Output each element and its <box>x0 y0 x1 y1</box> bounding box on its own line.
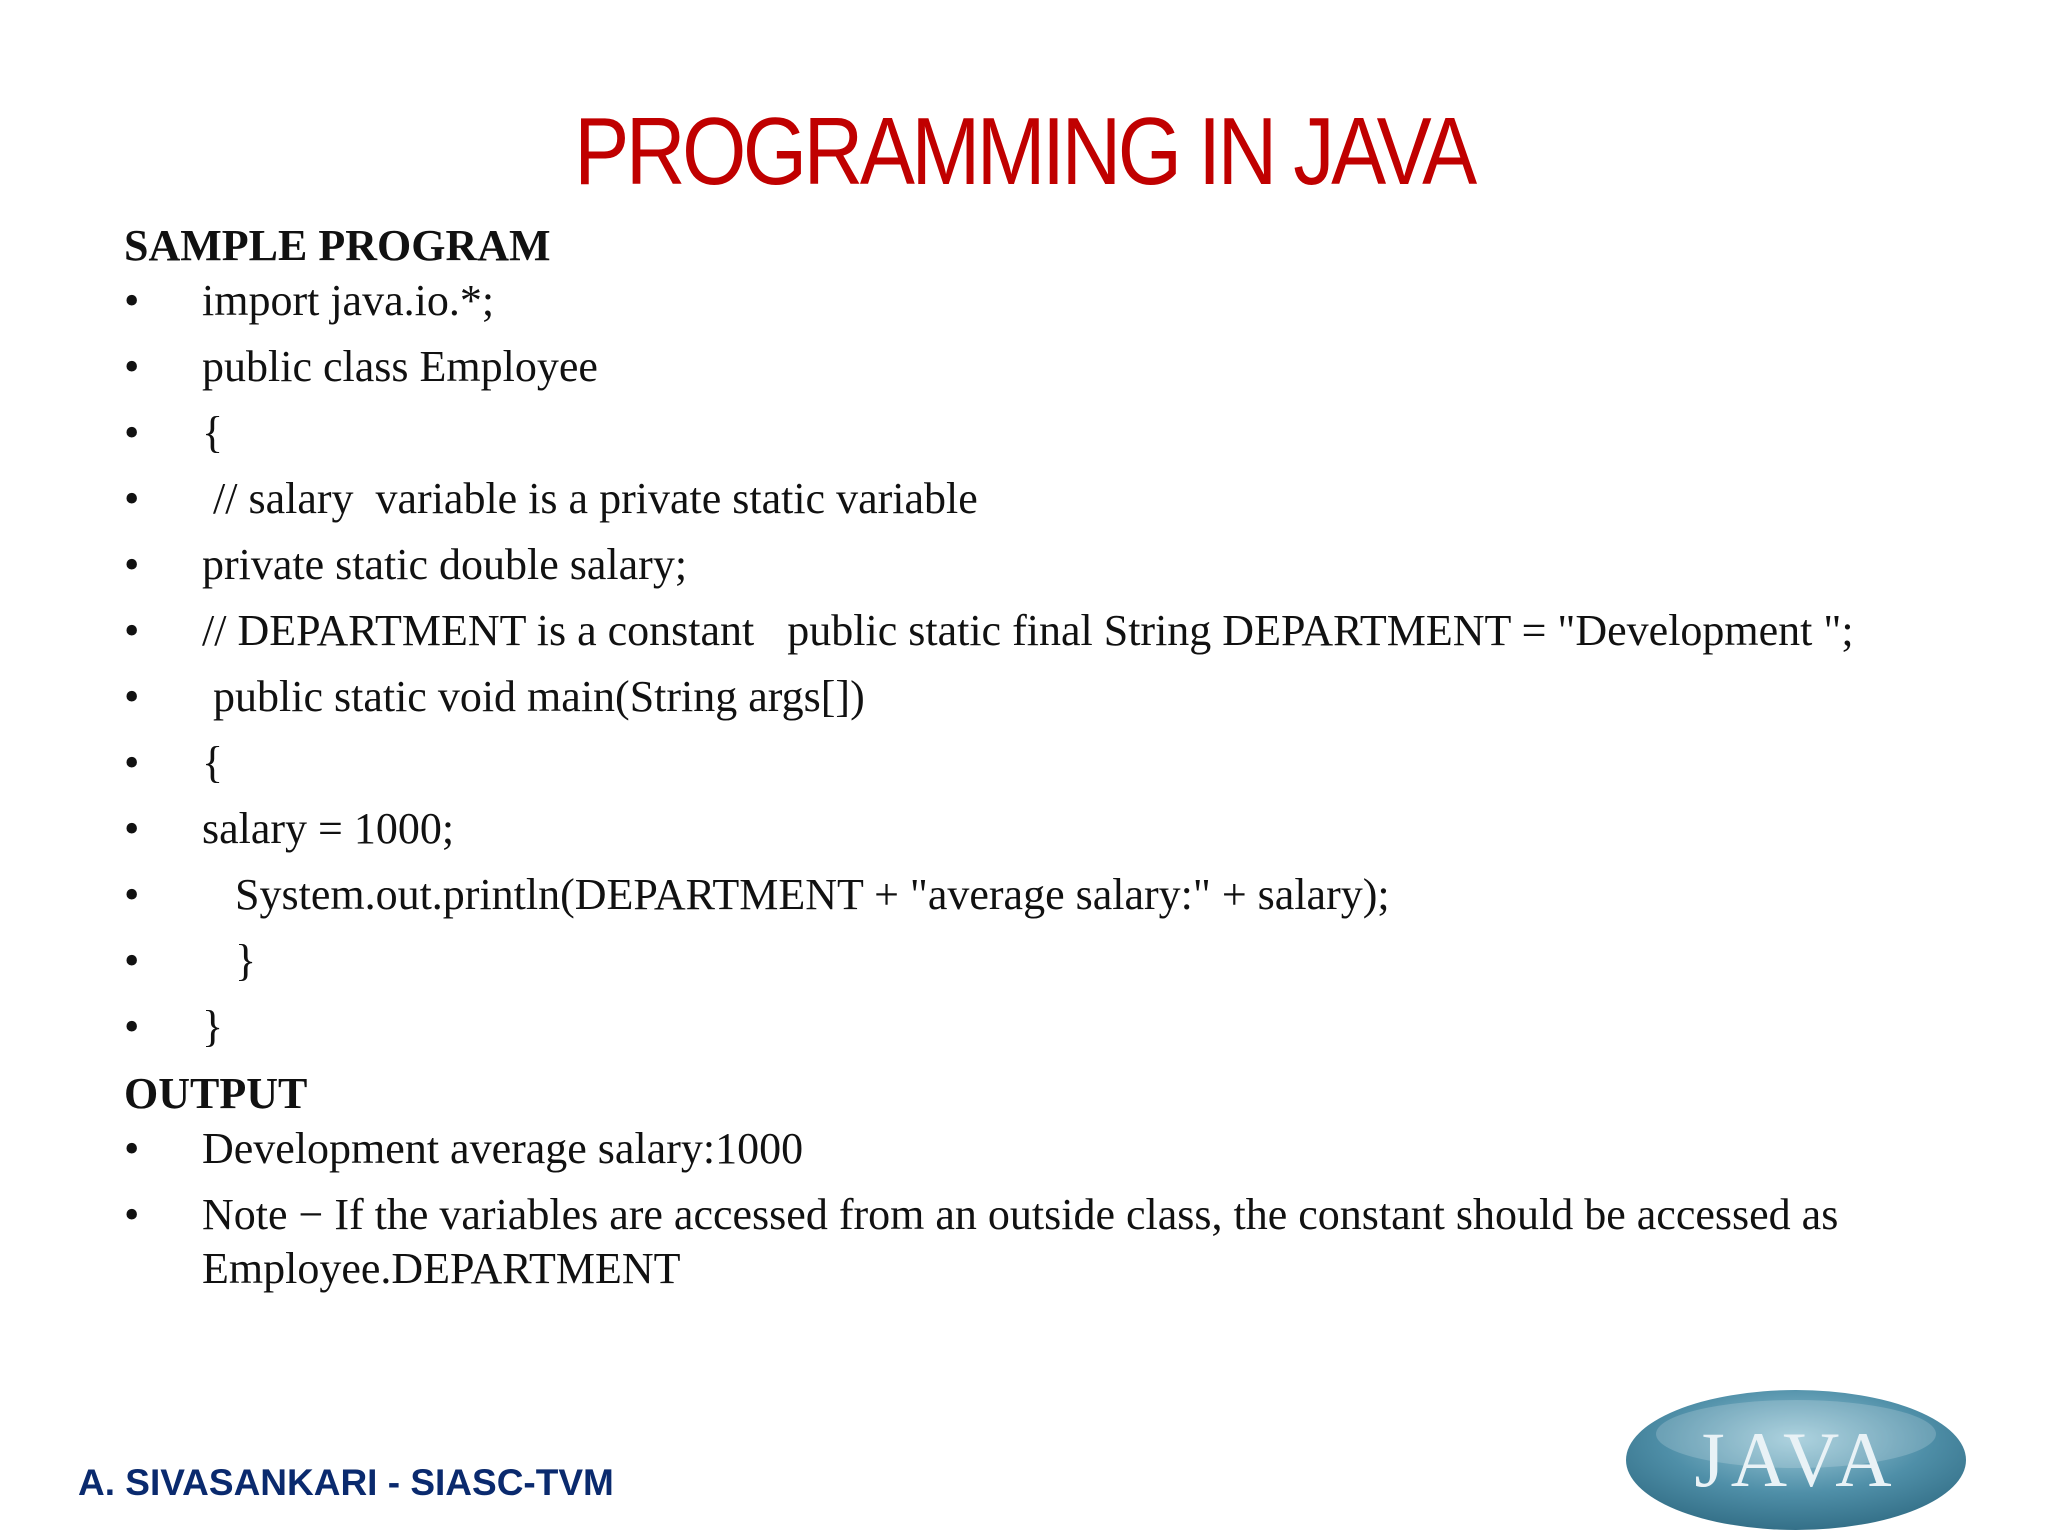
list-item <box>124 538 1964 592</box>
author-footer: A. SIVASANKARI - SIASC-TVM <box>78 1462 614 1503</box>
code-line: } <box>202 1002 224 1051</box>
bullet-icon: • <box>124 936 140 985</box>
list-item <box>124 604 1964 658</box>
list-item <box>124 1122 1964 1176</box>
code-line: { <box>202 408 224 457</box>
list-item <box>124 340 1964 394</box>
program-code-list <box>124 274 1964 1054</box>
bullet-icon: • <box>124 672 140 721</box>
bullet-icon: • <box>124 474 140 523</box>
list-item <box>124 274 1964 328</box>
java-logo-icon <box>1622 1384 1970 1536</box>
list-item <box>124 406 1964 460</box>
list-item <box>124 736 1964 790</box>
code-line: System.out.println(DEPARTMENT + "average salary:" + salary); <box>202 870 1390 919</box>
bullet-icon: • <box>124 1190 140 1239</box>
bullet-icon: • <box>124 738 140 787</box>
bullet-icon: • <box>124 342 140 391</box>
output-heading: OUTPUT <box>124 1069 308 1118</box>
output-list <box>124 1122 1964 1296</box>
code-line: public static void main(String args[]) <box>202 672 865 721</box>
code-line: // DEPARTMENT is a constant public static final String DEPARTMENT = "Development "; <box>202 606 1854 655</box>
list-item <box>124 1188 1964 1296</box>
sample-program-heading: SAMPLE PROGRAM <box>124 221 551 270</box>
list-item <box>124 1000 1964 1054</box>
list-item <box>124 670 1964 724</box>
code-line: import java.io.*; <box>202 276 495 325</box>
output-note: Note − If the variables are accessed from an outside class, the constant should be accessed as Employee.DEPARTMENT <box>202 1190 1850 1293</box>
code-line: { <box>202 738 224 787</box>
list-item <box>124 868 1964 922</box>
code-line: } <box>202 936 257 985</box>
bullet-icon: • <box>124 276 140 325</box>
code-line: private static double salary; <box>202 540 688 589</box>
bullet-icon: • <box>124 804 140 853</box>
list-item <box>124 934 1964 988</box>
bullet-icon: • <box>124 1002 140 1051</box>
bullet-icon: • <box>124 606 140 655</box>
slide-content <box>124 218 1964 1308</box>
bullet-icon: • <box>124 540 140 589</box>
logo-text: JAVA <box>1694 1416 1898 1503</box>
bullet-icon: • <box>124 870 140 919</box>
slide-title: PROGRAMMING IN JAVA <box>574 98 1474 205</box>
code-line: salary = 1000; <box>202 804 455 853</box>
output-line: Development average salary:1000 <box>202 1124 804 1173</box>
code-line: public class Employee <box>202 342 598 391</box>
list-item <box>124 472 1964 526</box>
bullet-icon: • <box>124 1124 140 1173</box>
bullet-icon: • <box>124 408 140 457</box>
list-item <box>124 802 1964 856</box>
code-line: // salary variable is a private static variable <box>202 474 978 523</box>
